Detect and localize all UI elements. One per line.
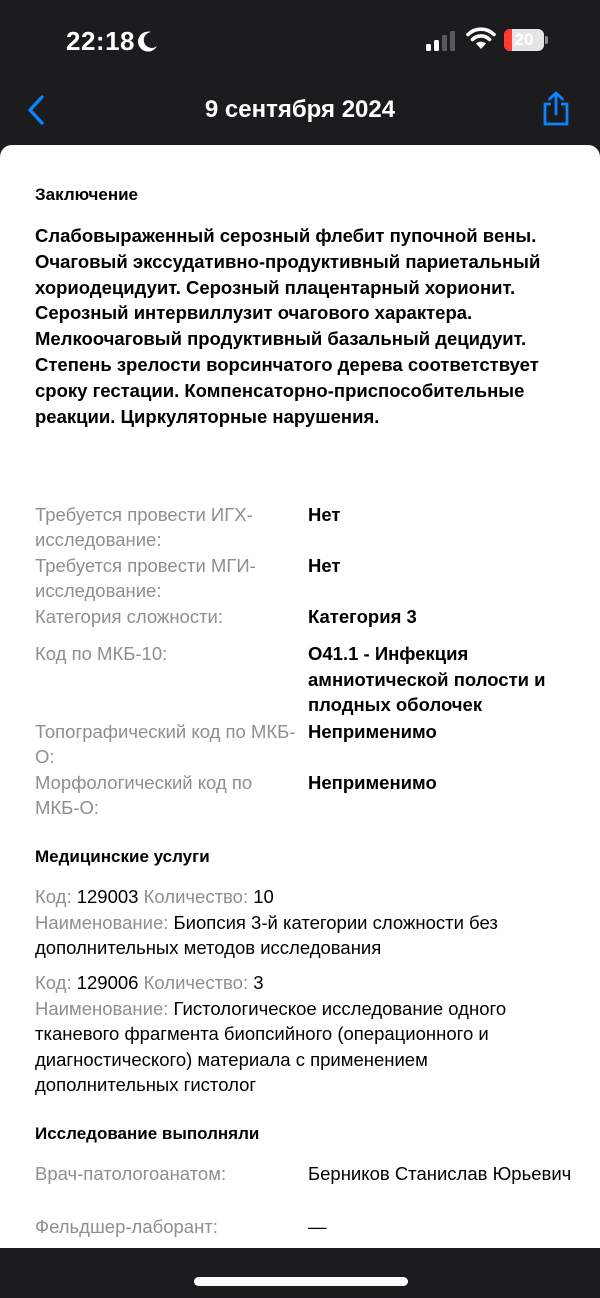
service-name: Биопсия 3-й категории сложности без дополнительных методов исследования: [35, 911, 498, 958]
report-sheet[interactable]: [0, 145, 600, 1248]
igh-label: Требуется провести ИГХ-исследование:: [35, 504, 253, 550]
topographic-code-value: Неприменимо: [308, 721, 437, 742]
mgi-value: Нет: [308, 555, 341, 576]
share-icon: [541, 91, 571, 127]
services-heading: Медицинские услуги: [35, 847, 210, 866]
conclusion-text: Слабовыраженный серозный флебит пупочной вены. Очаговый экссудативно-продуктивный париетальный хориодецидуит. Серозный плацентарный хорионит. Серозный интервиллузит очагового характера. Мелкоочаговый продуктивный базальный децидуит. Степень зрелости ворсинчатого дерева соответствует сроку гестации. Компенсаторно-приспособительные реакции. Циркуляторные нарушения.: [35, 225, 541, 427]
complexity-label: Категория сложности:: [35, 606, 224, 627]
cellular-signal-icon: [426, 31, 458, 51]
igh-value: Нет: [308, 504, 341, 525]
morphologic-code-value: Неприменимо: [308, 772, 437, 793]
service-quantity: 10: [253, 886, 274, 907]
pathologist-value: Берников Станислав Юрьевич: [308, 1163, 572, 1184]
conclusion-heading: Заключение: [35, 185, 138, 204]
share-button[interactable]: [536, 88, 576, 130]
status-bar: [0, 0, 600, 80]
service-code: 129003: [76, 886, 139, 907]
bottom-area: [0, 1248, 600, 1298]
icd10-value: O41.1 - Инфекция амниотической полости и плодных оболочек: [308, 643, 546, 715]
icd10-label: Код по МКБ-10:: [35, 643, 168, 664]
page-title: 9 сентября 2024: [204, 96, 396, 123]
service-name: Гистологическое исследование одного тканевого фрагмента биопсийного (операционного и диагностического) материала с применением дополнительных гистолог: [35, 997, 507, 1095]
lab-assistant-label: Фельдшер-лаборант:: [35, 1216, 218, 1237]
battery-level: 20: [514, 30, 534, 49]
moon-icon: [138, 30, 158, 52]
lab-assistant-value: —: [308, 1216, 327, 1237]
service-item: Код: 129003 Количество: 10 Наименование: Биопсия 3-й категории сложности без дополнительных методов исследования: [35, 886, 498, 958]
complexity-value: Категория 3: [308, 606, 417, 627]
home-indicator[interactable]: [194, 1277, 408, 1286]
service-code: 129006: [76, 972, 139, 993]
navigation-bar: [0, 80, 600, 142]
battery-icon: [504, 29, 548, 51]
pathologist-label: Врач-патологоанатом:: [35, 1163, 227, 1184]
status-time: 22:18: [66, 26, 135, 56]
topographic-code-label: Топографический код по МКБ-О:: [35, 721, 296, 767]
service-quantity: 3: [253, 972, 264, 993]
mgi-label: Требуется провести МГИ-исследование:: [35, 555, 256, 601]
service-item: Код: 129006 Количество: 3 Наименование: Гистологическое исследование одного тканевого фрагмента биопсийного (операционного и диагностического) материала с применением дополнительных гистолог: [35, 972, 507, 1095]
morphologic-code-label: Морфологический код по МКБ-О:: [35, 772, 253, 818]
staff-heading: Исследование выполняли: [35, 1124, 260, 1143]
wifi-icon: [466, 27, 496, 51]
